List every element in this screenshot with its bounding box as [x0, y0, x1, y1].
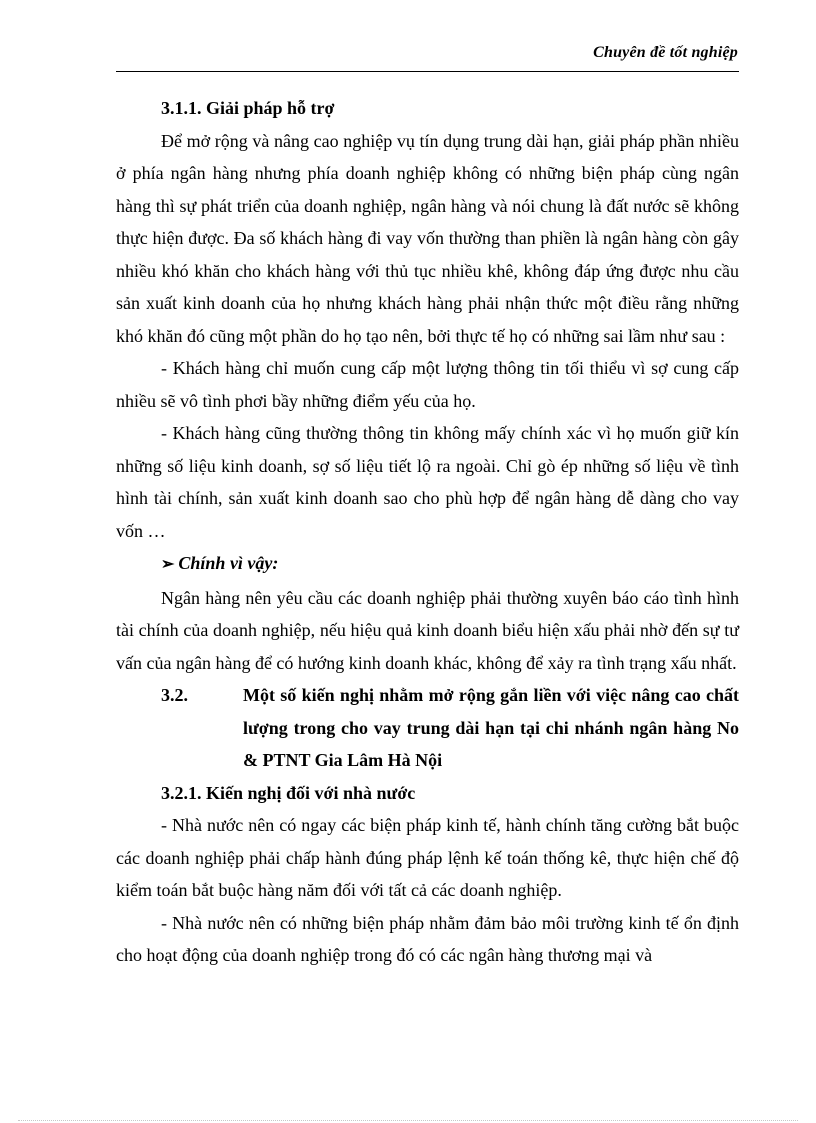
bullet-state-environment: - Nhà nước nên có những biện pháp nhằm đảm bảo môi trường kinh tế ổn định cho hoạt động của doanh nghiệp trong đó có các ngân hàng thương mại và [116, 912, 739, 965]
heading-3-2-number: 3.2. [161, 685, 188, 705]
paragraph-bank-requirement: Ngân hàng nên yêu cầu các doanh nghiệp phải thường xuyên báo cáo tình hình tài chính của doanh nghiệp, nếu hiệu quả kinh doanh biểu hiện xấu phải nhờ đến sự tư vấn của ngân hàng để có hướng kinh doanh khác, không để xảy ra tình trạng xấu nhất. [116, 587, 739, 673]
bullet-state-accounting: - Nhà nước nên có ngay các biện pháp kinh tế, hành chính tăng cường bắt buộc các doanh nghiệp phải chấp hành đúng pháp lệnh kế toán thống kê, thực hiện chế độ kiểm toán bắt buộc hàng năm đối với tất cả các doanh nghiệp. [116, 815, 739, 900]
heading-3-2-text: Một số kiến nghị nhằm mở rộng gắn liền với việc nâng cao chất lượng trong cho vay trung dài hạn tại chi nhánh ngân hàng No & PTNT Gia Lâm Hà Nội [243, 685, 739, 770]
document-header-title: Chuyên đề tốt nghiệp [593, 44, 738, 61]
paragraph-intro: Để mở rộng và nâng cao nghiệp vụ tín dụng trung dài hạn, giải pháp phần nhiều ở phía ngân hàng nhưng phía doanh nghiệp không có những biện pháp cùng ngân hàng thì sự phát triển của doanh nghiệp, ngân hàng và nói chung là đất nước sẽ không thực hiện được. Đa số khách hàng đi vay vốn thường than phiền là ngân hàng còn gây nhiều khó khăn cho khách hàng với thủ tục nhiều khê, không đáp ứng được nhu cầu sản xuất kinh doanh của họ nhưng khách hàng phải nhận thức một điều rằng những khó khăn đó cũng một phần do họ tạo nên, bởi thực tế họ có những sai lầm như sau : [116, 130, 739, 346]
therefore-label: Chính vì vậy: [178, 553, 279, 573]
footer-divider [18, 1120, 798, 1121]
bullet-customer-inaccurate-info: - Khách hàng cũng thường thông tin không mấy chính xác vì họ muốn giữ kín những số liệu kinh doanh, sợ số liệu tiết lộ ra ngoài. Chỉ gò ép những số liệu về tình hình tài chính, sản xuất kinh doanh sao cho phù hợp để ngân hàng dễ dàng cho vay vốn … [116, 423, 739, 541]
heading-3-2-1: 3.2.1. Kiến nghị đối với nhà nước [161, 782, 416, 803]
bullet-customer-minimal-info: - Khách hàng chỉ muốn cung cấp một lượng thông tin tối thiểu vì sợ cung cấp nhiều sẽ vô tình phơi bầy những điểm yếu của họ. [116, 358, 739, 411]
header-divider [116, 71, 739, 72]
arrow-bullet-icon: ➢ [161, 556, 175, 573]
heading-3-1-1: 3.1.1. Giải pháp hỗ trợ [161, 98, 335, 118]
page-body [116, 92, 739, 972]
therefore-heading [116, 547, 739, 582]
heading-3-2 [116, 679, 739, 777]
